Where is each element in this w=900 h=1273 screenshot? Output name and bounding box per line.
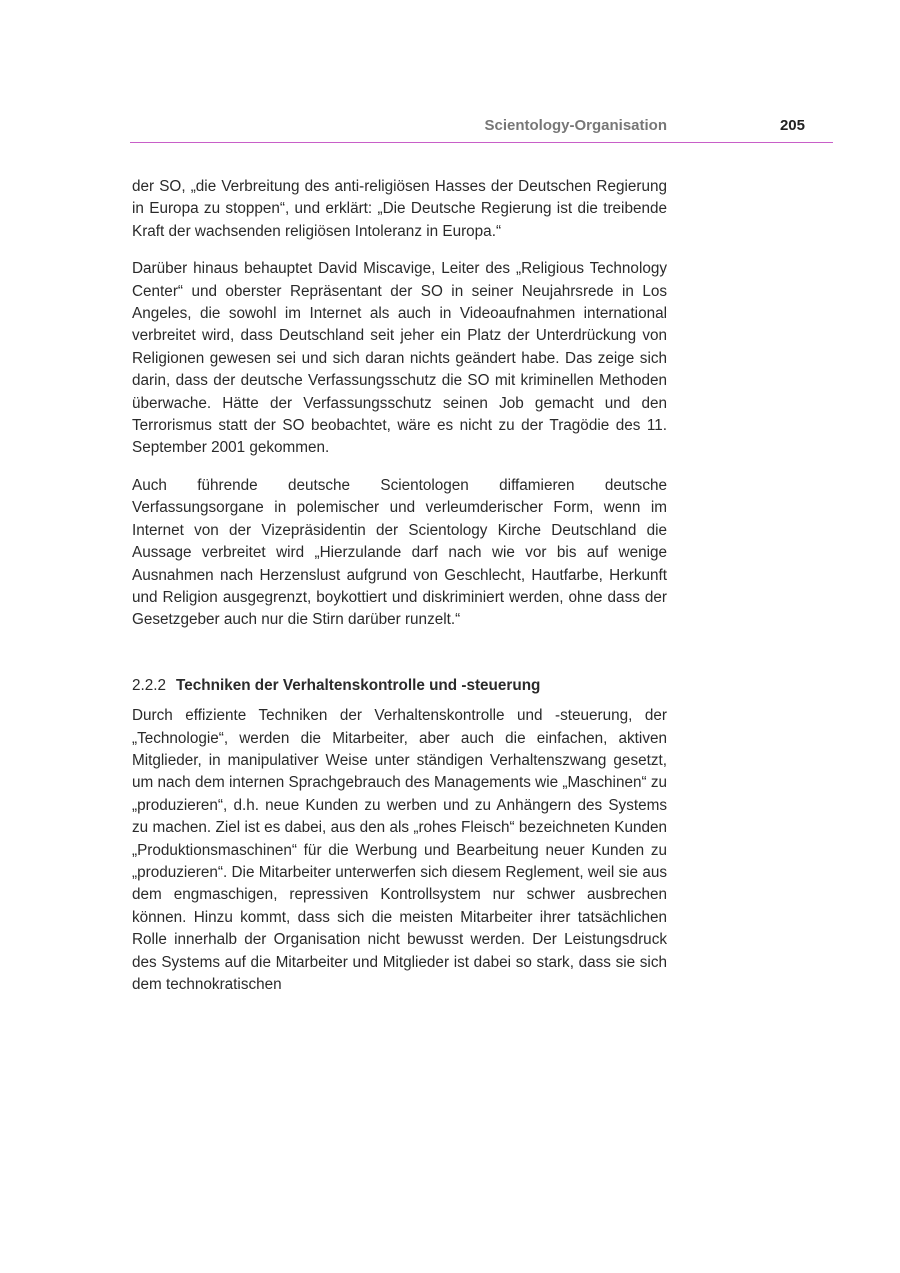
section-paragraph: Durch effiziente Techniken der Verhaltenskontrolle und -steuerung, der „Technologie“, werden die Mitarbeiter, aber auch die einfachen, aktiven Mitglieder, in manipulativer Weise unter ständigen Verhaltenszwang gesetzt, um nach dem internen Sprachgebrauch des Managements wie „Maschinen“ zu „produzieren“, d.h. neue Kunden zu werben und zu Anhängern des Systems zu machen. Ziel ist es dabei, aus den als „rohes Fleisch“ bezeichneten Kunden „Produktionsmaschinen“ für die Werbung und Bearbeitung neuer Kunden zu „produzieren“. Die Mitarbeiter unterwerfen sich diesem Reglement, weil sie aus dem engmaschigen, repressiven Kontrollsystem nur schwer ausbrechen können. Hinzu kommt, dass sich die meisten Mitarbeiter ihrer tatsächlichen Rolle innerhalb der Organisation nicht bewusst werden. Der Leistungsdruck des Systems auf die Mitarbeiter und Mitglieder ist dabei so stark, dass sie sich dem technokratischen [132, 707, 667, 993]
page-number: 205 [779, 117, 805, 134]
body-paragraph: Darüber hinaus behauptet David Miscavige, Leiter des „Religious Technology Center“ und oberster Repräsentant der SO in seiner Neujahrsrede in Los Angeles, die sowohl im Internet als auch in Videoaufnahmen international verbreitet wird, dass Deutschland seit jeher ein Platz der Unterdrückung von Religionen gewesen sei und sich daran nichts geändert habe. Das zeige sich darin, dass der deutsche Verfassungsschutz die SO mit kriminellen Methoden überwache. Hätte der Verfassungsschutz seinen Job gemacht und den Terrorismus statt der SO beobachtet, wäre es nicht zu der Tragödie des 11. September 2001 gekommen. [132, 260, 667, 457]
body-paragraph: Auch führende deutsche Scientologen diffamieren deutsche Verfassungsorgane in polemischer und verleumderischer Form, wenn im Internet von der Vizepräsidentin der Scientology Kirche Deutschland die Aussage verbreitet wird „Hierzulande darf nach wie vor bis auf wenige Ausnahmen nach Herzenslust aufgrund von Geschlecht, Hautfarbe, Herkunft und Religion ausgegrenzt, boykottiert und diskriminiert werden, ohne dass der Gesetzgeber auch nur die Stirn darüber runzelt.“ [132, 476, 667, 629]
section-heading [132, 647, 667, 697]
section-number: 2.2.2 [132, 676, 167, 694]
running-header [130, 114, 833, 143]
body-paragraph: der SO, „die Verbreitung des anti-religiösen Hasses der Deutschen Regierung in Europa zu stoppen“, und erklärt: „Die Deutsche Regierung ist die treibende Kraft der wachsenden religiösen Intoleranz in Europa.“ [132, 178, 667, 240]
page-body [132, 176, 667, 1011]
section-title: Techniken der Verhaltenskontrolle und -steuerung [176, 676, 541, 694]
running-header-title: Scientology-Organisation [484, 117, 667, 134]
